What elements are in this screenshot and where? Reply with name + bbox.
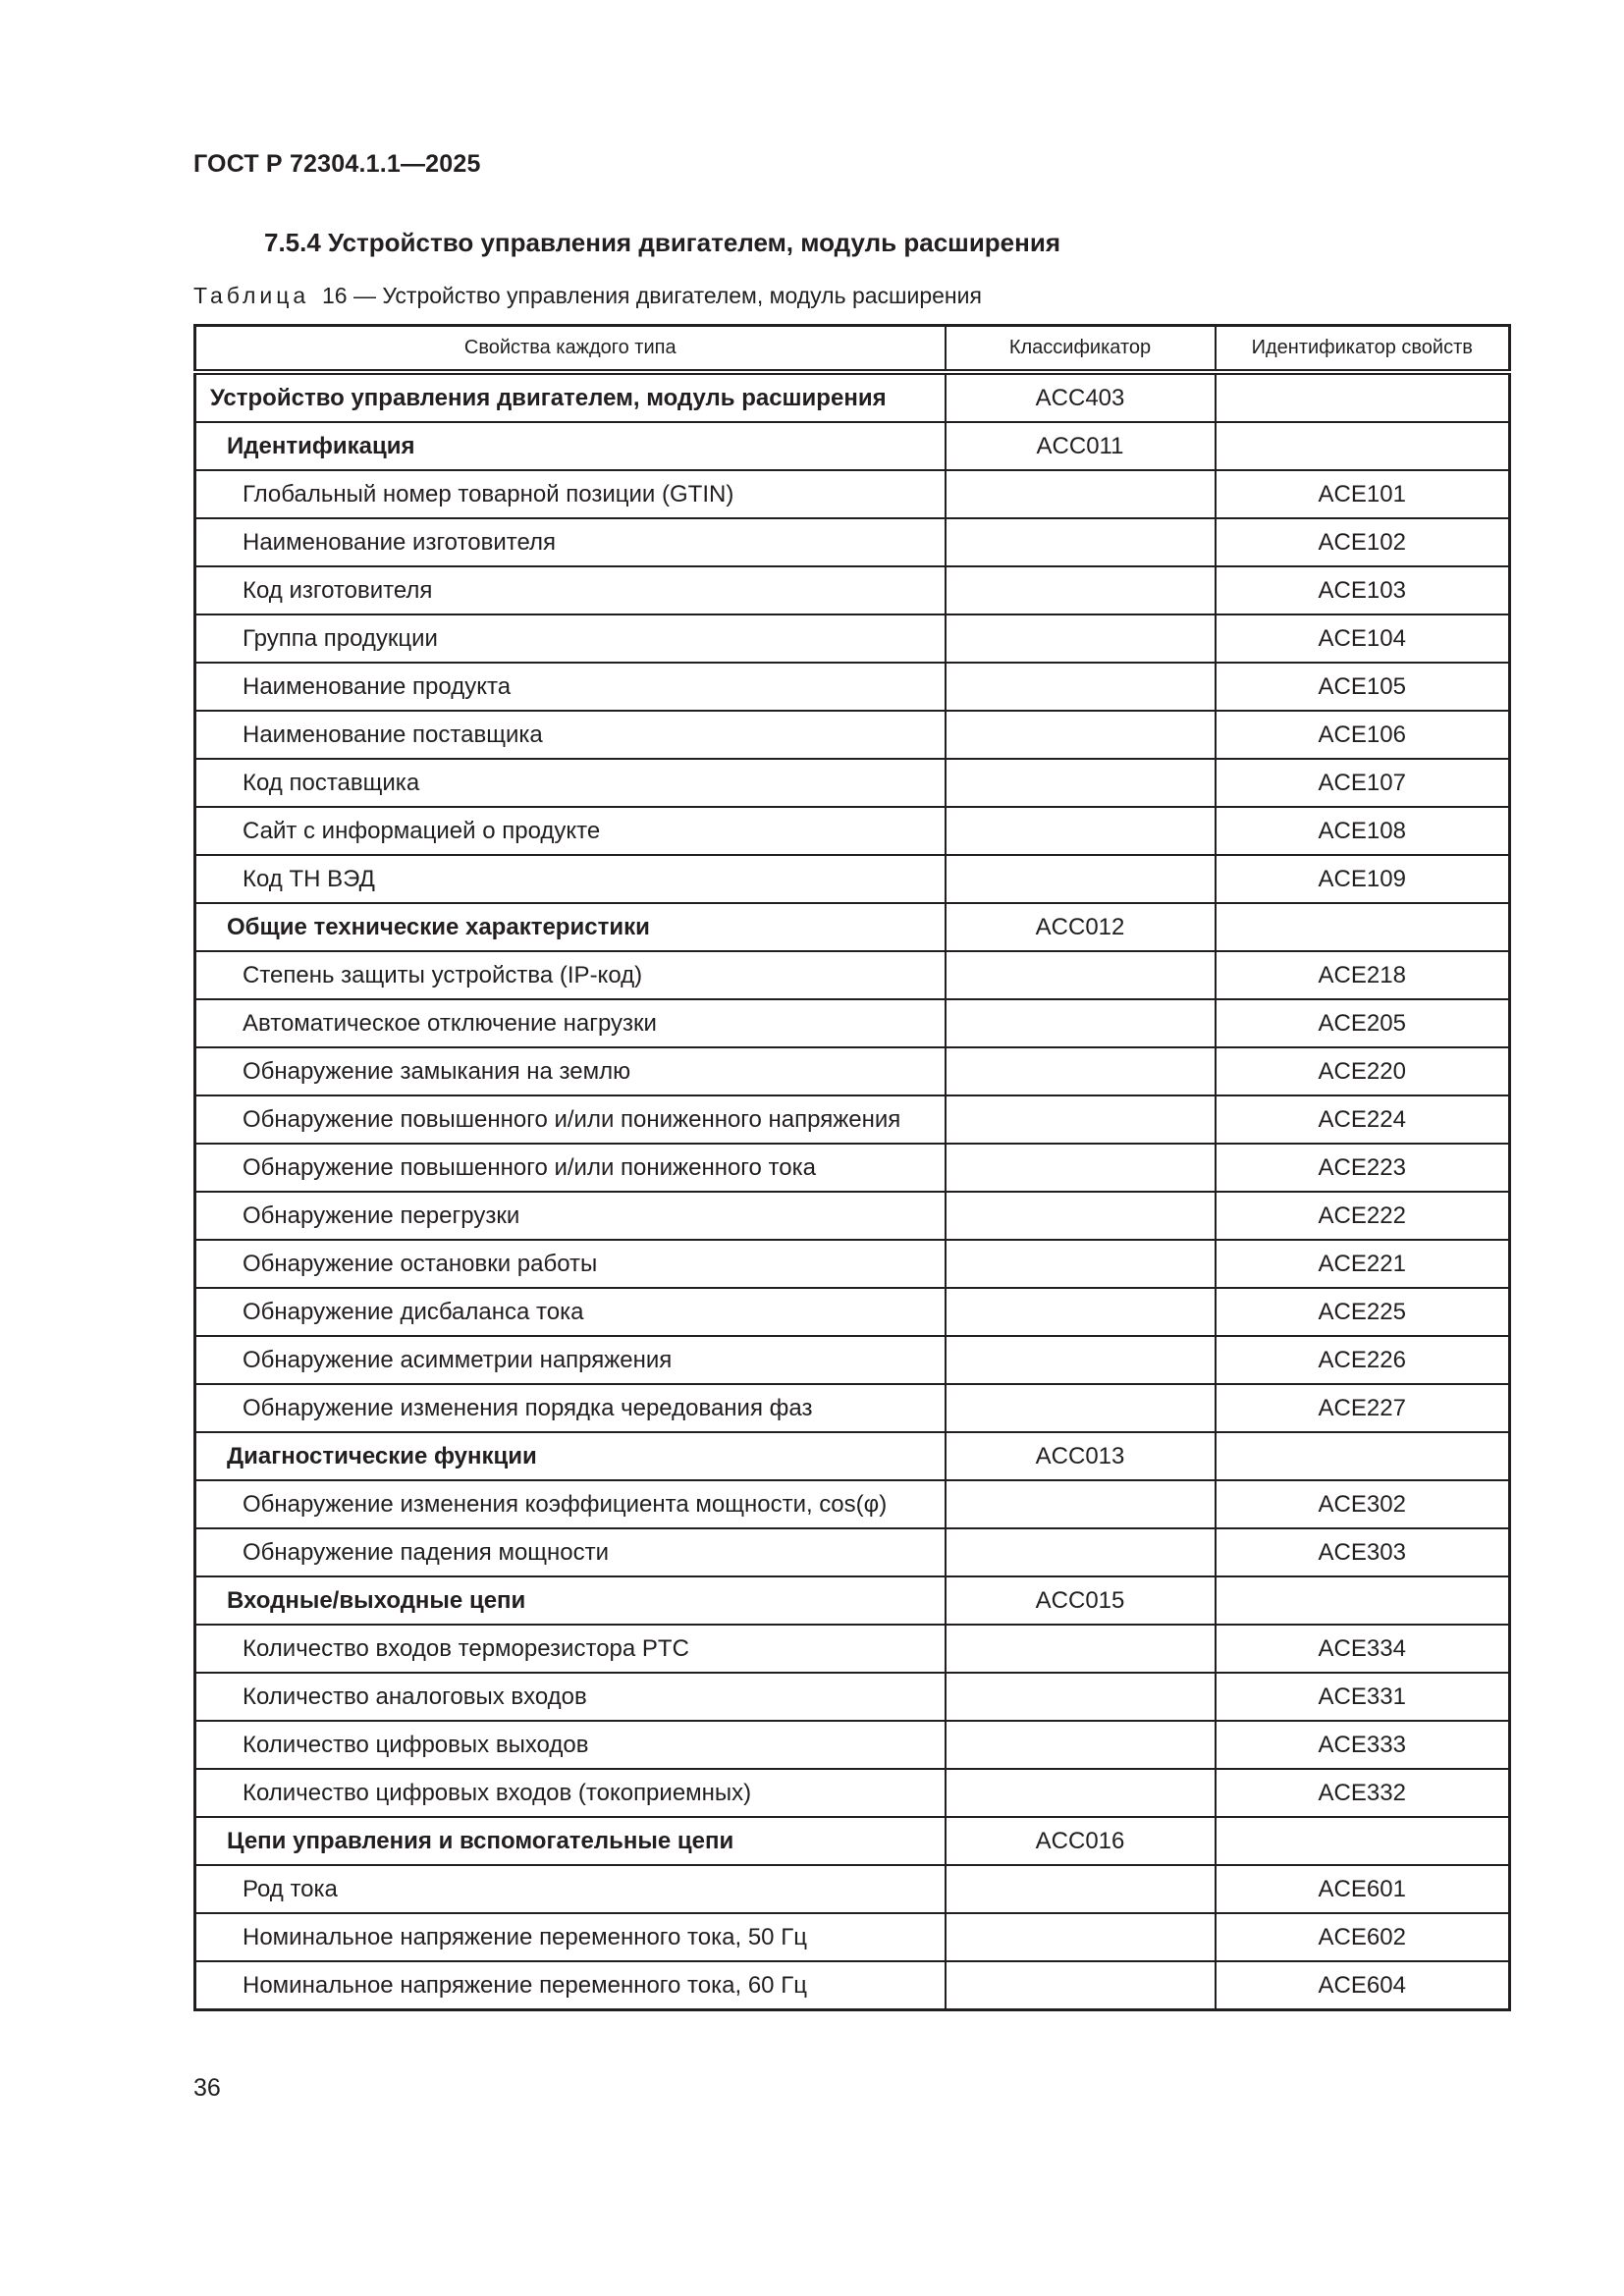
property-name-cell: Обнаружение дисбаланса тока: [195, 1288, 946, 1336]
column-header-properties: Свойства каждого типа: [195, 326, 946, 373]
table-row: [195, 855, 1510, 903]
property-name-cell: Род тока: [195, 1865, 946, 1913]
property-name-cell: Обнаружение повышенного и/или пониженного тока: [195, 1144, 946, 1192]
property-name-cell: Диагностические функции: [195, 1432, 946, 1480]
property-id-cell: ACE227: [1216, 1384, 1510, 1432]
classifier-cell: [946, 999, 1216, 1047]
classifier-cell: ACC013: [946, 1432, 1216, 1480]
property-id-cell: ACE602: [1216, 1913, 1510, 1961]
property-name-cell: Обнаружение повышенного и/или пониженного напряжения: [195, 1095, 946, 1144]
table-row: [195, 807, 1510, 855]
table-caption-text: 16 — Устройство управления двигателем, модуль расширения: [321, 283, 982, 308]
property-name-cell: Обнаружение изменения коэффициента мощности, cos(φ): [195, 1480, 946, 1528]
classifier-cell: ACC012: [946, 903, 1216, 951]
table-row: [195, 1144, 1510, 1192]
property-id-cell: ACE103: [1216, 566, 1510, 614]
classifier-cell: [946, 807, 1216, 855]
property-id-cell: ACE604: [1216, 1961, 1510, 2010]
property-name-cell: Глобальный номер товарной позиции (GTIN): [195, 470, 946, 518]
property-name-cell: Группа продукции: [195, 614, 946, 663]
classifier-cell: [946, 711, 1216, 759]
table-row: [195, 1288, 1510, 1336]
property-name-cell: Наименование поставщика: [195, 711, 946, 759]
property-name-cell: Обнаружение изменения порядка чередования фаз: [195, 1384, 946, 1432]
property-name-cell: Обнаружение остановки работы: [195, 1240, 946, 1288]
property-id-cell: [1216, 1576, 1510, 1625]
table-row: [195, 1480, 1510, 1528]
classifier-cell: [946, 951, 1216, 999]
property-id-cell: ACE205: [1216, 999, 1510, 1047]
property-name-cell: Номинальное напряжение переменного тока, 50 Гц: [195, 1913, 946, 1961]
property-name-cell: Идентификация: [195, 422, 946, 470]
document-code: ГОСТ Р 72304.1.1—2025: [193, 150, 481, 178]
table-caption-label: Таблица: [193, 283, 310, 308]
table-row: [195, 1192, 1510, 1240]
property-name-cell: Код поставщика: [195, 759, 946, 807]
property-name-cell: Устройство управления двигателем, модуль расширения: [195, 372, 946, 422]
table-row: [195, 1095, 1510, 1144]
table-group-row: [195, 903, 1510, 951]
classifier-cell: [946, 1047, 1216, 1095]
classifier-cell: [946, 1288, 1216, 1336]
table-group-row: [195, 1432, 1510, 1480]
property-id-cell: ACE105: [1216, 663, 1510, 711]
classifier-cell: [946, 1721, 1216, 1769]
property-name-cell: Входные/выходные цепи: [195, 1576, 946, 1625]
property-id-cell: ACE108: [1216, 807, 1510, 855]
classifier-cell: [946, 1673, 1216, 1721]
property-name-cell: Обнаружение асимметрии напряжения: [195, 1336, 946, 1384]
property-name-cell: Сайт с информацией о продукте: [195, 807, 946, 855]
table-row: [195, 1769, 1510, 1817]
property-name-cell: Общие технические характеристики: [195, 903, 946, 951]
classifier-cell: [946, 855, 1216, 903]
property-id-cell: [1216, 1432, 1510, 1480]
table-row: [195, 470, 1510, 518]
property-id-cell: ACE107: [1216, 759, 1510, 807]
classifier-cell: ACC011: [946, 422, 1216, 470]
table-row: [195, 566, 1510, 614]
table-row: [195, 1721, 1510, 1769]
property-name-cell: Обнаружение замыкания на землю: [195, 1047, 946, 1095]
table-row: [195, 1240, 1510, 1288]
classifier-cell: [946, 1336, 1216, 1384]
classifier-cell: [946, 518, 1216, 566]
classifier-cell: [946, 614, 1216, 663]
property-name-cell: Количество входов терморезистора PTC: [195, 1625, 946, 1673]
classifier-cell: [946, 1240, 1216, 1288]
table-row: [195, 711, 1510, 759]
property-name-cell: Обнаружение перегрузки: [195, 1192, 946, 1240]
properties-table: [193, 324, 1511, 2011]
property-name-cell: Количество цифровых выходов: [195, 1721, 946, 1769]
property-id-cell: ACE303: [1216, 1528, 1510, 1576]
table-group-row: [195, 372, 1510, 422]
column-header-classifier: Классификатор: [946, 326, 1216, 373]
property-id-cell: ACE106: [1216, 711, 1510, 759]
property-name-cell: Код ТН ВЭД: [195, 855, 946, 903]
property-id-cell: ACE102: [1216, 518, 1510, 566]
property-id-cell: ACE334: [1216, 1625, 1510, 1673]
property-name-cell: Номинальное напряжение переменного тока, 60 Гц: [195, 1961, 946, 2010]
property-name-cell: Количество аналоговых входов: [195, 1673, 946, 1721]
property-id-cell: ACE302: [1216, 1480, 1510, 1528]
table-row: [195, 1625, 1510, 1673]
classifier-cell: [946, 1769, 1216, 1817]
property-id-cell: [1216, 1817, 1510, 1865]
classifier-cell: [946, 1913, 1216, 1961]
table-group-row: [195, 1576, 1510, 1625]
table-row: [195, 1336, 1510, 1384]
table-row: [195, 759, 1510, 807]
property-id-cell: [1216, 372, 1510, 422]
property-name-cell: Количество цифровых входов (токоприемных): [195, 1769, 946, 1817]
classifier-cell: [946, 470, 1216, 518]
classifier-cell: [946, 1480, 1216, 1528]
property-id-cell: ACE331: [1216, 1673, 1510, 1721]
property-id-cell: ACE601: [1216, 1865, 1510, 1913]
table-row: [195, 1047, 1510, 1095]
classifier-cell: [946, 566, 1216, 614]
property-id-cell: ACE226: [1216, 1336, 1510, 1384]
property-id-cell: ACE221: [1216, 1240, 1510, 1288]
property-id-cell: ACE222: [1216, 1192, 1510, 1240]
property-id-cell: ACE332: [1216, 1769, 1510, 1817]
classifier-cell: [946, 1961, 1216, 2010]
table-row: [195, 614, 1510, 663]
table-row: [195, 663, 1510, 711]
classifier-cell: [946, 1192, 1216, 1240]
property-id-cell: ACE218: [1216, 951, 1510, 999]
property-id-cell: ACE225: [1216, 1288, 1510, 1336]
table-row: [195, 1528, 1510, 1576]
classifier-cell: [946, 663, 1216, 711]
classifier-cell: ACC403: [946, 372, 1216, 422]
property-name-cell: Автоматическое отключение нагрузки: [195, 999, 946, 1047]
property-id-cell: ACE333: [1216, 1721, 1510, 1769]
classifier-cell: ACC016: [946, 1817, 1216, 1865]
property-id-cell: ACE109: [1216, 855, 1510, 903]
classifier-cell: [946, 1384, 1216, 1432]
table-row: [195, 951, 1510, 999]
classifier-cell: [946, 759, 1216, 807]
table-group-row: [195, 422, 1510, 470]
table-header-row: [195, 326, 1510, 373]
table-row: [195, 1384, 1510, 1432]
section-title: 7.5.4 Устройство управления двигателем, модуль расширения: [264, 228, 1061, 257]
page-number: 36: [193, 2074, 221, 2102]
table-row: [195, 1673, 1510, 1721]
property-id-cell: ACE223: [1216, 1144, 1510, 1192]
property-name-cell: Код изготовителя: [195, 566, 946, 614]
table-row: [195, 1865, 1510, 1913]
property-name-cell: Наименование продукта: [195, 663, 946, 711]
property-name-cell: Наименование изготовителя: [195, 518, 946, 566]
table-row: [195, 1913, 1510, 1961]
column-header-property-id: Идентификатор свойств: [1216, 326, 1510, 373]
property-id-cell: ACE220: [1216, 1047, 1510, 1095]
table-group-row: [195, 1817, 1510, 1865]
classifier-cell: [946, 1144, 1216, 1192]
property-name-cell: Обнаружение падения мощности: [195, 1528, 946, 1576]
table-row: [195, 518, 1510, 566]
property-id-cell: ACE101: [1216, 470, 1510, 518]
property-id-cell: ACE104: [1216, 614, 1510, 663]
classifier-cell: [946, 1625, 1216, 1673]
table-body: [195, 372, 1510, 2010]
table-row: [195, 999, 1510, 1047]
classifier-cell: ACC015: [946, 1576, 1216, 1625]
property-id-cell: [1216, 422, 1510, 470]
property-name-cell: Степень защиты устройства (IP-код): [195, 951, 946, 999]
property-id-cell: [1216, 903, 1510, 951]
property-name-cell: Цепи управления и вспомогательные цепи: [195, 1817, 946, 1865]
classifier-cell: [946, 1865, 1216, 1913]
property-id-cell: ACE224: [1216, 1095, 1510, 1144]
classifier-cell: [946, 1528, 1216, 1576]
classifier-cell: [946, 1095, 1216, 1144]
table-row: [195, 1961, 1510, 2010]
table-caption: [193, 282, 982, 309]
